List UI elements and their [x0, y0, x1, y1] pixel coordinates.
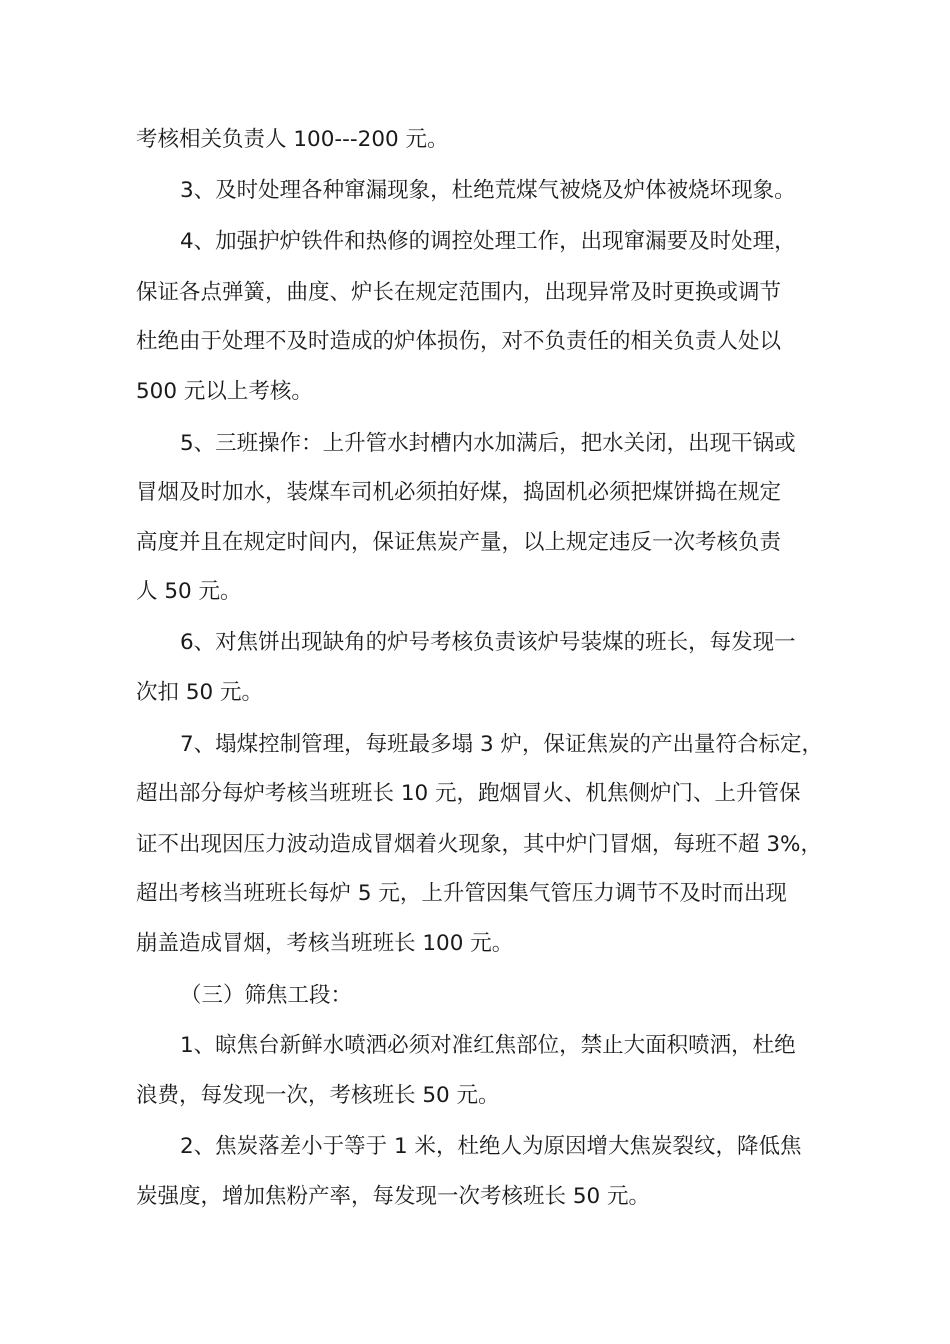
text-line: 保证各点弹簧，曲度、炉长在规定范围内，出现异常及时更换或调节	[136, 280, 782, 305]
text-line: 高度并且在规定时间内，保证焦炭产量，以上规定违反一次考核负责	[136, 530, 782, 555]
section-heading: （三）筛焦工段：	[180, 983, 353, 1008]
text-line: 杜绝由于处理不及时造成的炉体损伤，对不负责任的相关负责人处以	[136, 329, 782, 354]
text-line: 500 元以上考核。	[136, 379, 313, 404]
text-line: 7、塌煤控制管理，每班最多塌 3 炉，保证焦炭的产出量符合标定，	[180, 732, 824, 757]
text-line: 6、对焦饼出现缺角的炉号考核负责该炉号装煤的班长，每发现一	[180, 630, 796, 655]
text-line: 超出部分每炉考核当班班长 10 元，跑烟冒火、机焦侧炉门、上升管保	[136, 781, 801, 806]
text-line: 3、及时处理各种窜漏现象，杜绝荒煤气被烧及炉体被烧坏现象。	[180, 178, 796, 203]
text-line: 考核相关负责人 100---200 元。	[136, 127, 449, 152]
text-line: 2、焦炭落差小于等于 1 米，杜绝人为原因增大焦炭裂纹，降低焦	[180, 1134, 802, 1159]
text-line: 1、晾焦台新鲜水喷洒必须对准红焦部位，禁止大面积喷洒，杜绝	[180, 1033, 796, 1058]
text-line: 浪费，每发现一次，考核班长 50 元。	[136, 1083, 500, 1108]
text-line: 崩盖造成冒烟，考核当班班长 100 元。	[136, 931, 514, 956]
text-line: 炭强度，增加焦粉产率，每发现一次考核班长 50 元。	[136, 1184, 651, 1209]
text-line: 超出考核当班班长每炉 5 元，上升管因集气管压力调节不及时而出现	[136, 881, 787, 906]
text-line: 次扣 50 元。	[136, 680, 264, 705]
text-line: 4、加强护炉铁件和热修的调控处理工作，出现窜漏要及时处理，	[180, 229, 796, 254]
text-line: 5、三班操作：上升管水封槽内水加满后，把水关闭，出现干锅或	[180, 431, 796, 456]
text-line: 冒烟及时加水，装煤车司机必须拍好煤，捣固机必须把煤饼捣在规定	[136, 480, 782, 505]
text-line: 人 50 元。	[136, 579, 242, 604]
text-line: 证不出现因压力波动造成冒烟着火现象，其中炉门冒烟，每班不超 3%，	[136, 832, 822, 857]
